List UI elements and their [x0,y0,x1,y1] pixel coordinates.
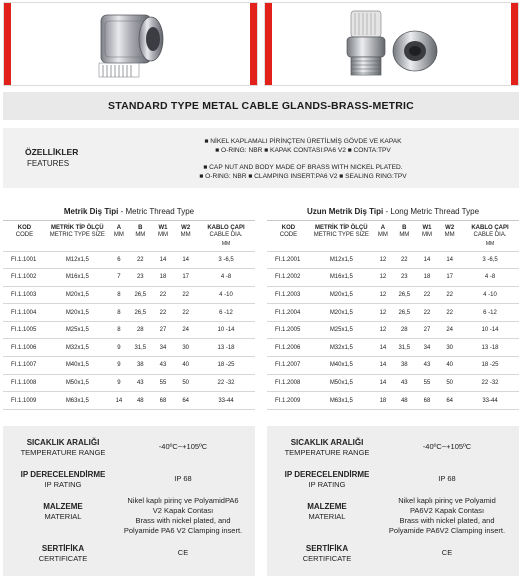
table-row [267,339,519,357]
column-header-sub: MM [180,232,191,238]
table-cell: 8 [109,286,129,304]
table-row [267,286,519,304]
table-cell: 4 -10 [197,286,255,304]
spec-label [3,470,123,490]
table-row [3,392,255,410]
table-cell: 12 [373,269,393,287]
product-code-cell: FI.1.2007 [267,357,310,375]
table-cell: 38 [129,357,152,375]
unit-cell [393,239,416,251]
product-code-cell: FI.1.2003 [267,286,310,304]
table-cell: M50x1,5 [310,374,373,392]
table-cell: M12x1,5 [310,251,373,269]
table-cell: 22 [174,304,197,322]
unit-cell [267,239,310,251]
table-cell: 34 [152,339,175,357]
spec-label-en: MATERIAL [308,512,346,521]
table-row [267,374,519,392]
product-code-cell: FI.1.1004 [3,304,46,322]
spec-label [3,502,123,522]
spec-value-line: Polyamide PA6 V2 Clamping insert. [123,526,243,535]
table-head [267,221,519,251]
table-cell: 18 -25 [197,357,255,375]
column-header-sub: METRIC TYPE SIZE [49,232,105,238]
cable-gland-image [91,7,171,83]
spec-label-en: TEMPERATURE RANGE [284,448,370,457]
table-title-rest: - Long Metric Thread Type [383,207,480,216]
product-code-cell: FI.1.2001 [267,251,310,269]
table-cell: M20x1,5 [46,286,109,304]
product-code-cell: FI.1.2005 [267,321,310,339]
table-title-rest: - Metric Thread Type [118,207,195,216]
data-table [3,221,255,410]
cable-gland-parts-image [337,7,447,83]
table-cell: 33-44 [461,392,519,410]
table-cell: 26,5 [393,304,416,322]
spec-label-tr: MALZEME [43,502,83,511]
table-cell: 22 [129,251,152,269]
spec-label-en: MATERIAL [44,512,82,521]
table-cell: 9 [109,374,129,392]
table-cell: 23 [393,269,416,287]
product-code-cell: FI.1.2004 [267,304,310,322]
spec-label-tr: SICAKLIK ARALIĞI [26,438,100,447]
table-title [267,203,519,221]
column-header-sub: MM [157,232,168,238]
table-cell: 6 [109,251,129,269]
table-cell: 22 [393,251,416,269]
table-row [267,357,519,375]
unit-cell [373,239,393,251]
table-cell: 24 [438,321,461,339]
table-cell: 43 [416,357,439,375]
spec-label-tr: IP DERECELENDİRME [20,470,106,479]
table-cell: 14 [174,251,197,269]
table-cell: M63x1,5 [46,392,109,410]
header-row [3,221,255,239]
table-cell: M40x1,5 [46,357,109,375]
column-header-top: KOD [17,225,32,231]
table-cell: 14 [373,339,393,357]
table-cell: 26,5 [393,286,416,304]
spec-label-tr: IP DERECELENDİRME [284,470,370,479]
column-header [197,221,255,239]
column-header-top: KABLO ÇAPI [471,225,509,231]
product-code-cell: FI.1.2009 [267,392,310,410]
spec-value: CE [177,548,189,557]
table-cell: 14 [373,357,393,375]
features-label-en: FEATURES [27,159,70,168]
unit-cell [416,239,439,251]
table-row [267,392,519,410]
table-cell: 9 [109,339,129,357]
table-row [3,286,255,304]
spec-label-tr: SERTİFİKA [305,544,349,553]
table-cell: 64 [438,392,461,410]
table-cell: 24 [174,321,197,339]
table-body [267,251,519,409]
spec-value-line: Brass with nickel plated, and [135,516,231,525]
table-cell: 3 -6,5 [461,251,519,269]
column-header [174,221,197,239]
table-cell: M32x1,5 [46,339,109,357]
product-photo-panel-right [264,2,519,86]
table-cell: 27 [416,321,439,339]
spec-value-line: Nikel kaplı pirinç ve Polyamid [398,496,496,505]
column-header-top: METRİK TİP ÖLÇÜ [51,225,104,231]
column-header-sub: CABLE DIA. [209,232,243,238]
product-photo-panel-left [3,2,258,86]
column-header [46,221,109,239]
table-cell: 22 [416,286,439,304]
header-row [267,221,519,239]
table-cell: 43 [152,357,175,375]
spec-value-line: Polyamide PA6V2 Clamping insert. [388,526,506,535]
table-cell: 50 [438,374,461,392]
table-cell: 14 [438,251,461,269]
table-row [267,321,519,339]
spec-label-en: TEMPERATURE RANGE [20,448,106,457]
table-cell: 6 -12 [197,304,255,322]
column-header-sub: MM [421,232,432,238]
table-cell: M25x1,5 [46,321,109,339]
column-header-sub: CODE [15,232,34,238]
title-bar [3,92,519,120]
table-cell: 12 [373,286,393,304]
table-cell: 26,5 [129,304,152,322]
table-cell: 14 [416,251,439,269]
product-code-cell: FI.1.1003 [3,286,46,304]
product-code-cell: FI.1.2008 [267,374,310,392]
column-header [152,221,175,239]
column-header-sub: MM [113,232,124,238]
long-metric-thread-table [267,203,519,410]
table-cell: 34 [416,339,439,357]
table-cell: 18 -25 [461,357,519,375]
spec-label [267,502,387,522]
column-header [109,221,129,239]
spec-value: IP 68 [438,474,456,483]
table-cell: 7 [109,269,129,287]
product-code-cell: FI.1.1005 [3,321,46,339]
table-row [3,374,255,392]
unit-cell [46,239,109,251]
spec-label-tr: SERTİFİKA [41,544,85,553]
spec-label [267,470,387,490]
table-cell: 31,5 [393,339,416,357]
table-cell: 68 [416,392,439,410]
red-accent-strip [511,3,518,85]
table-cell: 40 [438,357,461,375]
table-body [3,251,255,409]
table-cell: 43 [393,374,416,392]
product-code-cell: FI.1.1009 [3,392,46,410]
units-row [267,239,519,251]
column-header-top: W1 [158,225,168,231]
red-accent-strip [250,3,257,85]
column-header [267,221,310,239]
features-label [25,147,78,169]
product-code-cell: FI.1.1008 [3,374,46,392]
table-cell: M40x1,5 [310,357,373,375]
table-cell: 50 [174,374,197,392]
table-cell: 8 [109,304,129,322]
product-code-cell: FI.1.2002 [267,269,310,287]
feature-line: ■ NİKEL KAPLAMALI PİRİNÇTEN ÜRETİLMİŞ GÖVDE VE KAPAK [204,138,402,145]
table-row [3,357,255,375]
column-header [461,221,519,239]
unit-cell [174,239,197,251]
data-table [267,221,519,410]
table-cell: 17 [438,269,461,287]
column-header [373,221,393,239]
spec-label [3,544,123,564]
spec-value: -40ºC~+105ºC [422,442,472,451]
table-cell: 4 -10 [461,286,519,304]
column-header-top: KOD [281,225,296,231]
table-cell: 14 [152,251,175,269]
table-row [267,269,519,287]
column-header-sub: METRIC TYPE SIZE [313,232,369,238]
column-header-sub: CABLE DIA. [473,232,507,238]
table-cell: 33-44 [197,392,255,410]
table-cell: 48 [129,392,152,410]
spec-label [267,544,387,564]
column-header-top: B [402,225,407,231]
feature-line: ■ O-RING: NBR ■ CLAMPING INSERT:PA6 V2 ■ SEALING RING:TPV [199,172,407,180]
red-accent-strip [265,3,272,85]
table-title-bold: Metrik Diş Tipi [63,207,119,216]
table-row [3,251,255,269]
table-cell: 26,5 [129,286,152,304]
column-header-top: W2 [181,225,191,231]
features-section [3,128,519,188]
column-header-sub: MM [444,232,455,238]
table-cell: 43 [129,374,152,392]
product-code-cell: FI.1.1001 [3,251,46,269]
table-cell: 17 [174,269,197,287]
features-text-en [153,164,453,181]
column-header [310,221,373,239]
table-row [3,321,255,339]
table-cell: 38 [393,357,416,375]
unit-cell [129,239,152,251]
unit-cell [310,239,373,251]
table-cell: M20x1,5 [310,304,373,322]
table-cell: 28 [393,321,416,339]
red-accent-strip [4,3,11,85]
table-cell: 4 -8 [197,269,255,287]
table-cell: 55 [416,374,439,392]
unit-cell [109,239,129,251]
table-cell: 23 [129,269,152,287]
product-code-cell: FI.1.1007 [3,357,46,375]
table-cell: 6 -12 [461,304,519,322]
column-header-top: B [138,225,143,231]
table-cell: 9 [109,357,129,375]
column-header-top: A [380,225,386,231]
table-row [3,339,255,357]
table-row [3,304,255,322]
table-cell: 22 [174,286,197,304]
page-title: STANDARD TYPE METAL CABLE GLANDS-BRASS-METRIC [108,100,414,112]
spec-box-long-metric [267,426,519,576]
table-cell: M20x1,5 [310,286,373,304]
table-cell: 4 -8 [461,269,519,287]
column-header-top: KABLO ÇAPI [207,225,245,231]
column-header [416,221,439,239]
spec-box-metric [3,426,255,576]
column-header [3,221,46,239]
spec-label-en: CERTIFICATE [38,554,88,563]
spec-value [375,496,519,536]
features-label-tr: ÖZELLİKLER [25,147,79,157]
table-cell: 27 [152,321,175,339]
table-cell: 12 [373,304,393,322]
table-cell: M63x1,5 [310,392,373,410]
table-cell: 48 [393,392,416,410]
table-cell: M25x1,5 [310,321,373,339]
table-cell: 13 -18 [197,339,255,357]
metric-thread-table [3,203,255,410]
column-header-sub: MM [135,232,146,238]
product-code-cell: FI.1.2006 [267,339,310,357]
table-cell: M50x1,5 [46,374,109,392]
table-cell: M16x1,5 [310,269,373,287]
table-cell: 40 [174,357,197,375]
table-cell: M32x1,5 [310,339,373,357]
spec-value: -40ºC~+105ºC [158,442,208,451]
table-cell: 3 -6,5 [197,251,255,269]
table-row [267,251,519,269]
table-cell: 10 -14 [197,321,255,339]
table-cell: M20x1,5 [46,304,109,322]
spec-label-en: IP RATING [308,480,346,489]
feature-line: ■ O-RING: NBR ■ KAPAK CONTASI:PA6 V2 ■ CONTA:TPV [215,146,391,154]
column-header-top: A [116,225,122,231]
unit-cell: MM [221,241,231,248]
spec-value: IP 68 [174,474,192,483]
unit-cell [438,239,461,251]
table-cell: 22 [438,304,461,322]
unit-cell [152,239,175,251]
table-row [3,269,255,287]
table-title-bold: Uzun Metrik Diş Tipi [306,207,384,216]
table-cell: 22 [438,286,461,304]
column-header [438,221,461,239]
table-cell: M16x1,5 [46,269,109,287]
table-cell: 31,5 [129,339,152,357]
table-cell: 22 [416,304,439,322]
column-header [129,221,152,239]
table-cell: 18 [152,269,175,287]
column-header-top: W2 [445,225,455,231]
column-header-sub: CODE [279,232,298,238]
table-cell: 22 -32 [197,374,255,392]
table-cell: 14 [373,374,393,392]
table-cell: 22 [152,304,175,322]
spec-label [3,438,123,458]
table-cell: 18 [373,392,393,410]
product-code-cell: FI.1.1006 [3,339,46,357]
spec-value-line: PA6V2 Kapak Contası [409,506,485,515]
table-cell: 68 [152,392,175,410]
spec-value: CE [441,548,453,557]
spec-label-en: IP RATING [44,480,82,489]
spec-label [267,438,387,458]
table-cell: 30 [438,339,461,357]
table-cell: 55 [152,374,175,392]
table-cell: 8 [109,321,129,339]
table-row [267,304,519,322]
spec-value-line: V2 Kapak Contası [152,506,214,515]
table-cell: 10 -14 [461,321,519,339]
unit-cell: MM [485,241,495,248]
spec-label-tr: MALZEME [307,502,347,511]
spec-value-line: Brass with nickel plated, and [399,516,495,525]
product-code-cell: FI.1.1002 [3,269,46,287]
spec-label-tr: SICAKLIK ARALIĞI [290,438,364,447]
feature-line: ■ CAP NUT AND BODY MADE OF BRASS WITH NICKEL PLATED. [203,164,403,171]
table-cell: 14 [109,392,129,410]
column-header-sub: MM [377,232,388,238]
column-header-sub: MM [399,232,410,238]
table-cell: 30 [174,339,197,357]
unit-cell [3,239,46,251]
table-cell: 12 [373,321,393,339]
spec-label-en: CERTIFICATE [302,554,352,563]
table-cell: 12 [373,251,393,269]
features-text-tr [153,138,453,155]
table-cell: 64 [174,392,197,410]
table-title [3,203,255,221]
table-cell: M12x1,5 [46,251,109,269]
table-cell: 22 -32 [461,374,519,392]
table-head [3,221,255,251]
table-cell: 18 [416,269,439,287]
column-header-top: W1 [422,225,432,231]
column-header-top: METRİK TİP ÖLÇÜ [315,225,368,231]
table-cell: 22 [152,286,175,304]
column-header [393,221,416,239]
spec-value [111,496,255,536]
table-cell: 13 -18 [461,339,519,357]
spec-value-line: Nikel kaplı pirinç ve PolyamidPA6 [127,496,239,505]
table-cell: 28 [129,321,152,339]
units-row [3,239,255,251]
